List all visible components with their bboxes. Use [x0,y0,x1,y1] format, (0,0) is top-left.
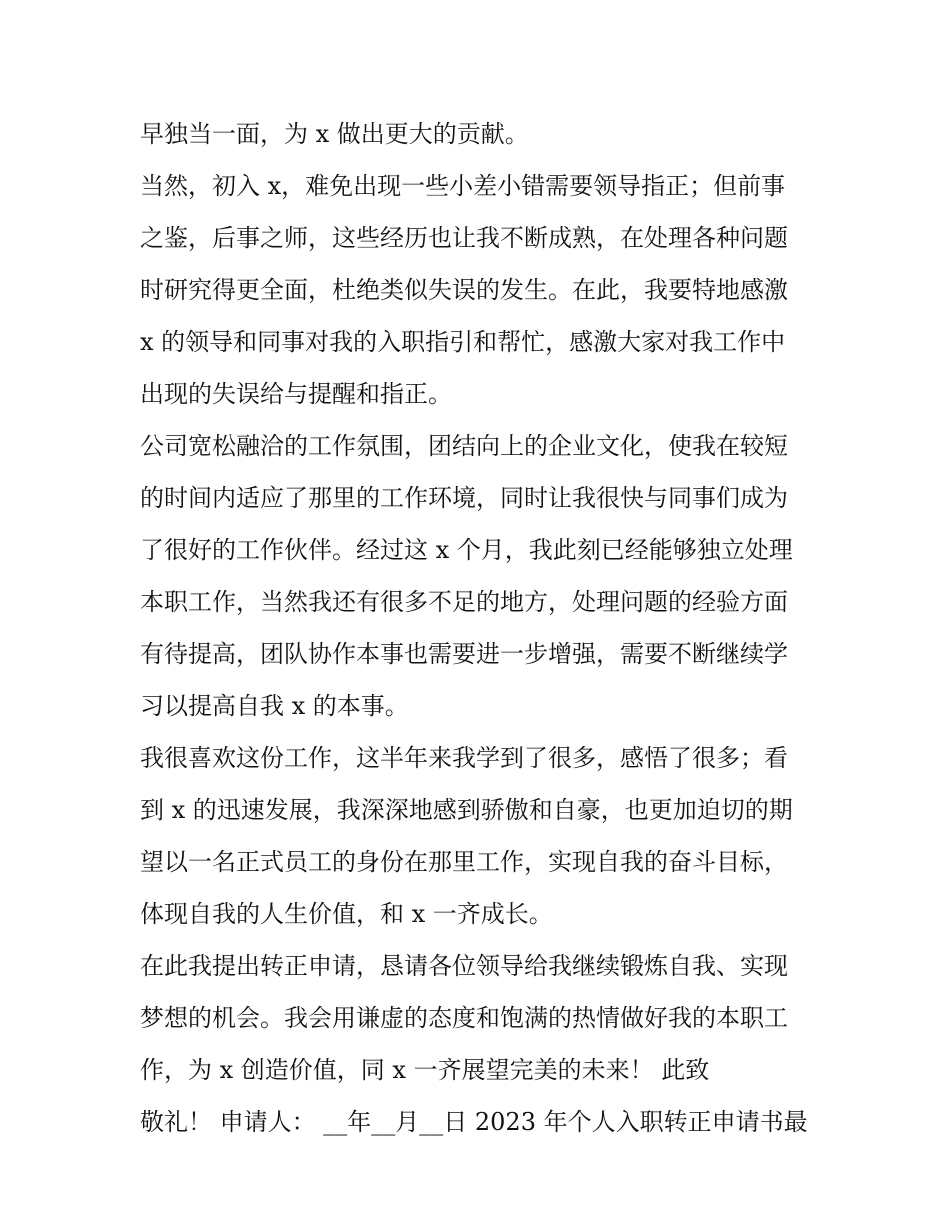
text-line: 体现自我的人生价值，和 x 一齐成长。 [140,900,553,928]
text-line: 时研究得更全面，杜绝类似失误的发生。在此，我要特地感激 [140,276,788,304]
text-line: 本职工作，当然我还有很多不足的地方，处理问题的经验方面 [140,588,788,616]
text-line: 了很好的工作伙伴。经过这 x 个月，我此刻已经能够独立处理 [140,536,793,564]
text-line: 习以提高自我 x 的本事。 [140,692,409,720]
text-line: 敬礼！ 申请人： __年__月__日 2023 年个人入职转正申请书最 [140,1108,808,1136]
text-line: 之鉴，后事之师，这些经历也让我不断成熟，在处理各种问题 [140,224,788,252]
text-line: 早独当一面，为 x 做出更大的贡献。 [140,120,529,148]
text-line: 有待提高，团队协作本事也需要进一步增强，需要不断继续学 [140,640,788,668]
text-line: 在此我提出转正申请，恳请各位领导给我继续锻炼自我、实现 [140,952,788,980]
text-line: 出现的失误给与提醒和指正。 [140,380,452,408]
text-line: 公司宽松融洽的工作氛围，团结向上的企业文化，使我在较短 [140,432,788,460]
text-line: 梦想的机会。我会用谦虚的态度和饱满的热情做好我的本职工 [140,1004,788,1032]
text-line: 作，为 x 创造价值，同 x 一齐展望完美的未来！ 此致 [140,1056,710,1084]
document-body [140,108,820,1148]
text-line: 的时间内适应了那里的工作环境，同时让我很快与同事们成为 [140,484,788,512]
text-line: 到 x 的迅速发展，我深深地感到骄傲和自豪，也更加迫切的期 [140,796,793,824]
text-line: x 的领导和同事对我的入职指引和帮忙，感激大家对我工作中 [140,328,786,356]
text-line: 当然，初入 x，难免出现一些小差小错需要领导指正；但前事 [140,172,786,200]
text-line: 望以一名正式员工的身份在那里工作，实现自我的奋斗目标， [140,848,788,876]
text-line: 我很喜欢这份工作，这半年来我学到了很多，感悟了很多；看 [140,744,788,772]
